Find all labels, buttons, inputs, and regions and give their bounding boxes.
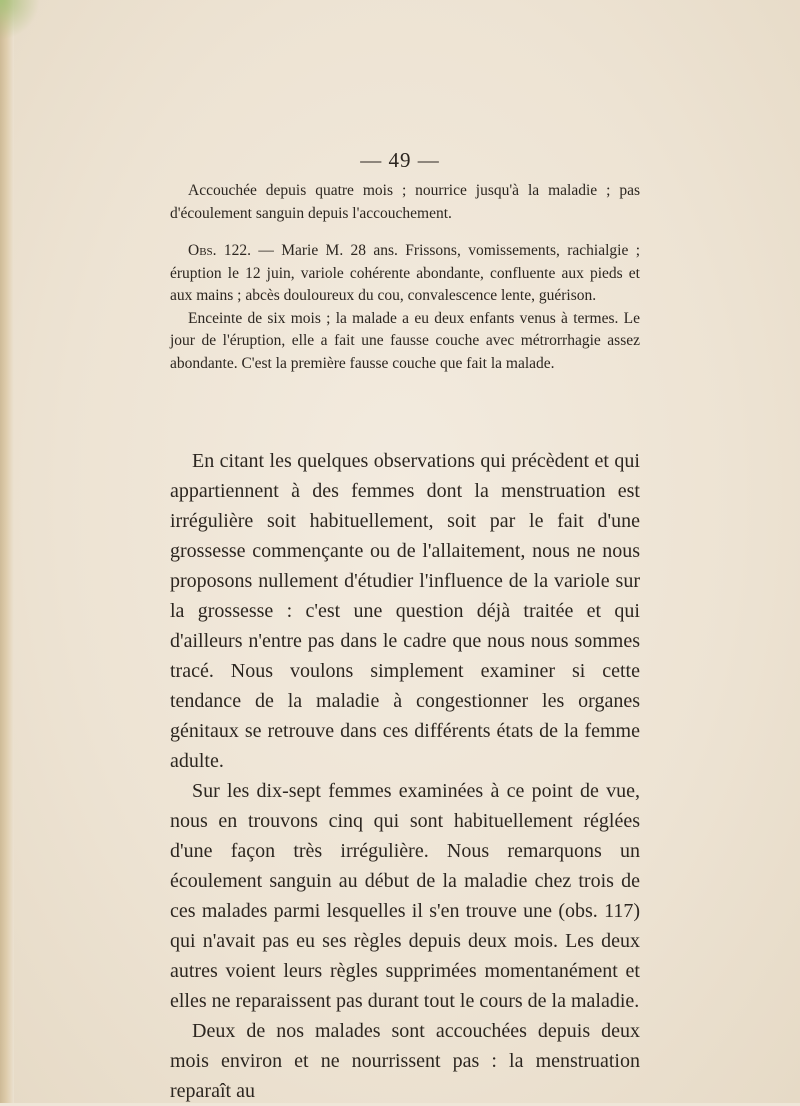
observation-continuation: Enceinte de six mois ; la malade a eu deux enfants venus à termes. Le jour de l'éruption, elle a fait une fausse couche avec métrorrhagie assez abondante. C'est la première fausse couche que fait la malade. bbox=[170, 309, 640, 372]
observation-paragraph bbox=[170, 240, 640, 308]
intro-paragraph: Accouchée depuis quatre mois ; nourrice jusqu'à la maladie ; pas d'écoulement sanguin depuis l'accouchement. bbox=[170, 182, 640, 222]
body-paragraph: En citant les quelques observations qui précèdent et qui appartiennent à des femmes dont la menstruation est irrégulière soit habituellement, soit par le fait d'une grossesse commençante ou de l'allaitement, nous ne nous proposons nullement d'étudier l'influence de la variole sur la grossesse : c'est une question déjà traitée et qui d'ailleurs n'entre pas dans le cadre que nous nous sommes tracé. Nous voulons simplement examiner si cette tendance de la maladie à congestionner les organes génitaux se retrouve dans ces différents états de la femme adulte. bbox=[170, 450, 640, 772]
observation-block bbox=[170, 240, 640, 375]
corner-stain bbox=[0, 0, 40, 40]
page-number: — 49 — bbox=[360, 148, 440, 172]
observation-text: — Marie M. 28 ans. Frissons, vomissements, rachialgie ; éruption le 12 juin, variole cohérente abondante, confluente aux pieds et aux mains ; abcès douloureux du cou, convalescence lente, guérison. bbox=[170, 242, 640, 304]
intro-paragraph-block bbox=[170, 180, 640, 225]
body-text-block bbox=[170, 446, 640, 1106]
body-paragraph: Deux de nos malades sont accouchées depuis deux mois environ et ne nourrissent pas : la menstruation reparaît au bbox=[170, 1020, 640, 1102]
body-paragraph: Sur les dix-sept femmes examinées à ce point de vue, nous en trouvons cinq qui sont habituellement réglées d'une façon très irrégulière. Nous remarquons un écoulement sanguin au début de la maladie chez trois de ces malades parmi lesquelles il s'en trouve une (obs. 117) qui n'avait pas eu ses règles depuis deux mois. Les deux autres voient leurs règles supprimées momentanément et elles ne reparaissent pas durant tout le cours de la maladie. bbox=[170, 780, 640, 1012]
observation-label: Obs. 122. bbox=[188, 242, 251, 259]
